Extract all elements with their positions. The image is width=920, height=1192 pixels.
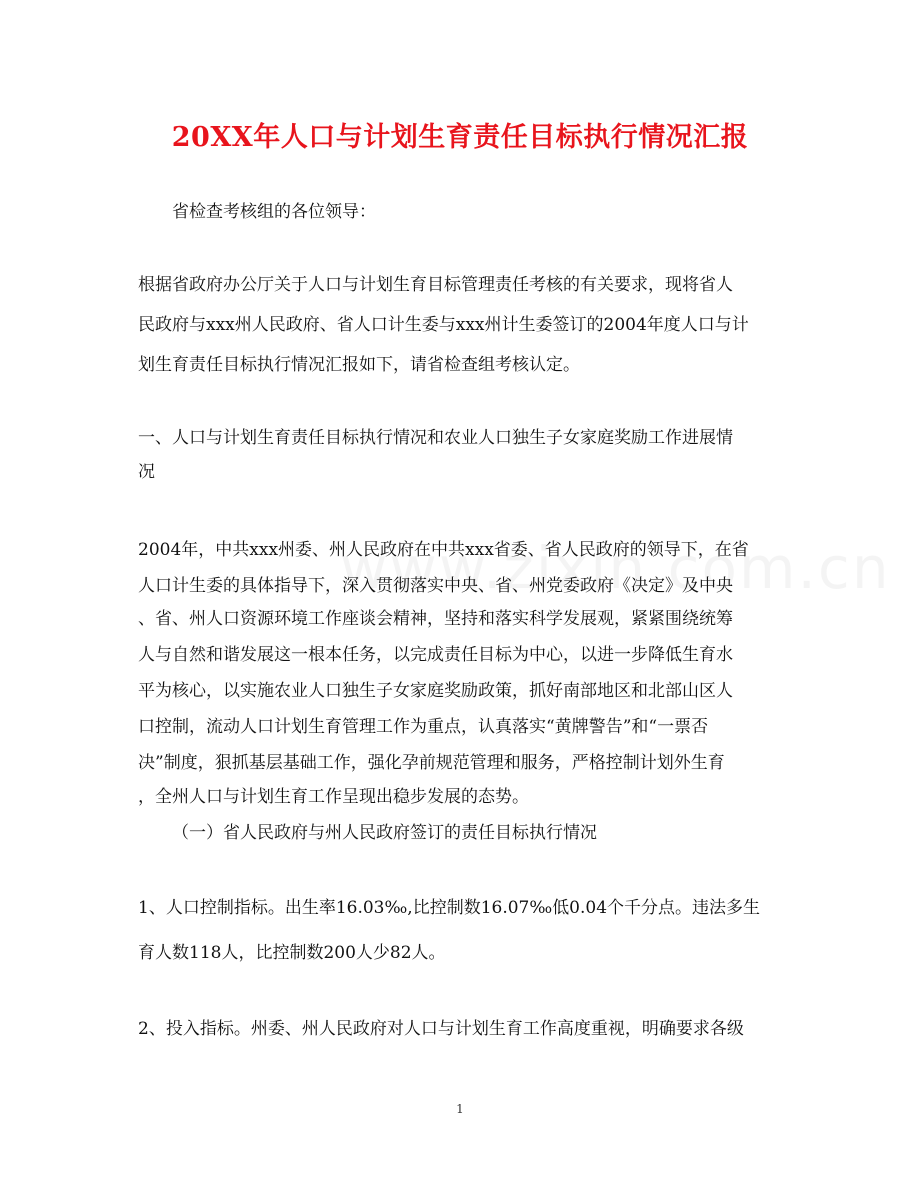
subsection-heading: （一）省人民政府与州人民政府签订的责任目标执行情况 [172, 823, 597, 843]
heading-line: 况 [138, 462, 155, 482]
paragraph-line: 1、人口控制指标。出生率16.03‰,比控制数16.07‰低0.04个千分点。违法多生 [138, 898, 761, 918]
paragraph-line: ，全州人口与计划生育工作呈现出稳步发展的态势。 [138, 787, 529, 807]
salutation: 省检查考核组的各位领导： [172, 202, 376, 222]
paragraph-line: 根据省政府办公厅关于人口与计划生育目标管理责任考核的有关要求，现将省人 [138, 275, 733, 295]
paragraph-line: 、省、州人口资源环境工作座谈会精神，坚持和落实科学发展观，紧紧围绕统筹 [138, 609, 733, 629]
paragraph-line: 划生育责任目标执行情况汇报如下，请省检查组考核认定。 [138, 355, 580, 375]
paragraph-line: 平为核心，以实施农业人口独生子女家庭奖励政策，抓好南部地区和北部山区人 [138, 681, 733, 701]
paragraph-line: 育人数118人，比控制数200人少82人。 [138, 943, 446, 963]
paragraph-line: 2004年，中共xxx州委、州人民政府在中共xxx省委、省人民政府的领导下，在省 [138, 540, 749, 560]
document-title: 20XX年人口与计划生育责任目标执行情况汇报 [171, 122, 749, 153]
page-number: 1 [456, 1102, 464, 1116]
paragraph-line: 2、投入指标。州委、州人民政府对人口与计划生育工作高度重视，明确要求各级 [138, 1019, 744, 1039]
paragraph-line: 民政府与xxx州人民政府、省人口计生委与xxx州计生委签订的2004年度人口与计 [138, 315, 749, 335]
paragraph-line: 人与自然和谐发展这一根本任务，以完成责任目标为中心，以进一步降低生育水 [138, 645, 733, 665]
paragraph-line: 口控制，流动人口计划生育管理工作为重点，认真落实“黄牌警告”和“一票否 [138, 717, 709, 737]
paragraph-line: 人口计生委的具体指导下，深入贯彻落实中央、省、州党委政府《决定》及中央 [138, 576, 733, 596]
paragraph-line: 决”制度，狠抓基层基础工作，强化孕前规范管理和服务，严格控制计划外生育 [138, 753, 725, 773]
heading-line: 一、人口与计划生育责任目标执行情况和农业人口独生子女家庭奖励工作进展情 [138, 428, 733, 448]
